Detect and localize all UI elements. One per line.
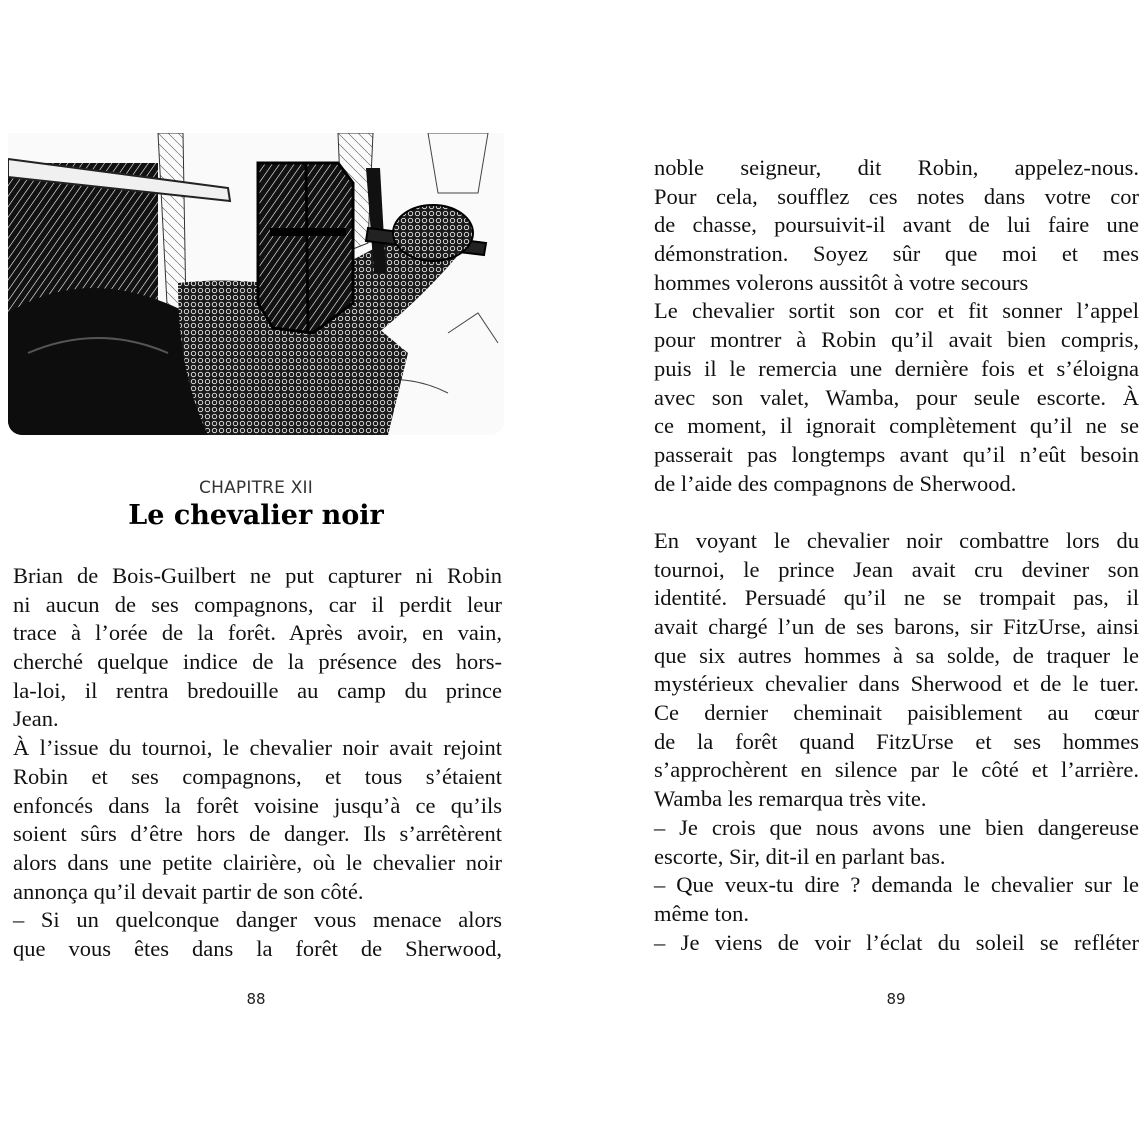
text-line: escorte, Sir, dit-il en parlant bas. [654, 843, 946, 869]
text-line: – Si un quelconque danger vous menace alors [13, 907, 502, 933]
knight-illustration [8, 133, 504, 435]
text-line: avait chargé l’un de ses barons, sir FitzUrse, ainsi [654, 614, 1139, 639]
page-number: 89 [886, 990, 906, 1008]
text-line: de chasse, poursuivit-il avant de lui faire une [654, 212, 1139, 238]
text-line: enfoncés dans la forêt voisine jusqu’à ce qu’ils [13, 792, 502, 818]
text-line: que six autres hommes à sa solde, de traquer le [654, 642, 1139, 668]
text-line: puis il le remercia une dernière fois et s’éloigna [654, 355, 1139, 381]
text-line: même ton. [654, 900, 749, 926]
text-line: passerait pas longtemps avant qu’il n’eût besoin [654, 441, 1139, 467]
text-line: de la forêt quand FitzUrse et ses hommes [654, 728, 1139, 754]
text-line: hommes volerons aussitôt à votre secours [654, 269, 1029, 295]
chapter-label: CHAPITRE XII [199, 478, 313, 498]
chapter-title: Le chevalier noir [128, 500, 384, 531]
text-line: ni aucun de ses compagnons, car il perdit leur [13, 591, 502, 617]
paragraph-gap [654, 498, 1139, 527]
text-line: avec son valet, Wamba, pour seule escorte. À [654, 384, 1139, 410]
text-line: Robin et ses compagnons, et tous s’étaient [13, 763, 502, 789]
text-line: En voyant le chevalier noir combattre lors du [654, 527, 1139, 553]
left-page [0, 0, 520, 1145]
text-line: Jean. [13, 706, 59, 732]
text-line: alors dans une petite clairière, où le chevalier noir [13, 849, 502, 875]
text-line: Wamba les remarqua très vite. [654, 786, 927, 812]
text-line: s’approchèrent en silence par le côté et l’arrière. [654, 757, 1139, 783]
text-line: annonça qu’il devait partir de son côté. [13, 878, 364, 904]
text-line: Pour cela, soufflez ces notes dans votre cor [654, 183, 1139, 209]
right-body-text [654, 154, 1139, 957]
text-line: Le chevalier sortit son cor et fit sonner l’appel [654, 298, 1139, 324]
text-line: – Que veux-tu dire ? demanda le chevalier sur le [654, 872, 1139, 898]
text-line: mystérieux chevalier dans Sherwood et de le tuer. [654, 671, 1139, 697]
text-line: ce moment, il ignorait complètement qu’il ne se [654, 413, 1139, 439]
text-line: démonstration. Soyez sûr que moi et mes [654, 241, 1139, 267]
text-line: noble seigneur, dit Robin, appelez-nous. [654, 155, 1139, 180]
text-line: de l’aide des compagnons de Sherwood. [654, 470, 1017, 496]
text-line: la-loi, il rentra bredouille au camp du prince [13, 677, 502, 703]
right-page [640, 0, 1145, 1145]
text-line: tournoi, le prince Jean avait cru deviner son [654, 556, 1139, 582]
text-line: soient sûrs d’être hors de danger. Ils s’arrêtèrent [13, 821, 502, 847]
page-number: 88 [246, 990, 266, 1008]
text-line: cherché quelque indice de la présence des hors- [13, 649, 502, 675]
text-line: Ce dernier cheminait paisiblement au cœur [654, 700, 1139, 726]
text-line: Brian de Bois-Guilbert ne put capturer ni Robin [13, 563, 502, 588]
text-line: trace à l’orée de la forêt. Après avoir, en vain, [13, 620, 502, 646]
text-line: – Je viens de voir l’éclat du soleil se refléter [654, 929, 1139, 955]
left-body-text [13, 562, 502, 964]
text-line: – Je crois que nous avons une bien dangereuse [654, 814, 1139, 840]
text-line: pour montrer à Robin qu’il avait bien compris, [654, 327, 1139, 353]
text-line: que vous êtes dans la forêt de Sherwood, [13, 935, 502, 961]
text-line: À l’issue du tournoi, le chevalier noir avait rejoint [13, 735, 502, 761]
text-line: identité. Persuadé qu’il ne se trompait pas, il [654, 585, 1139, 611]
